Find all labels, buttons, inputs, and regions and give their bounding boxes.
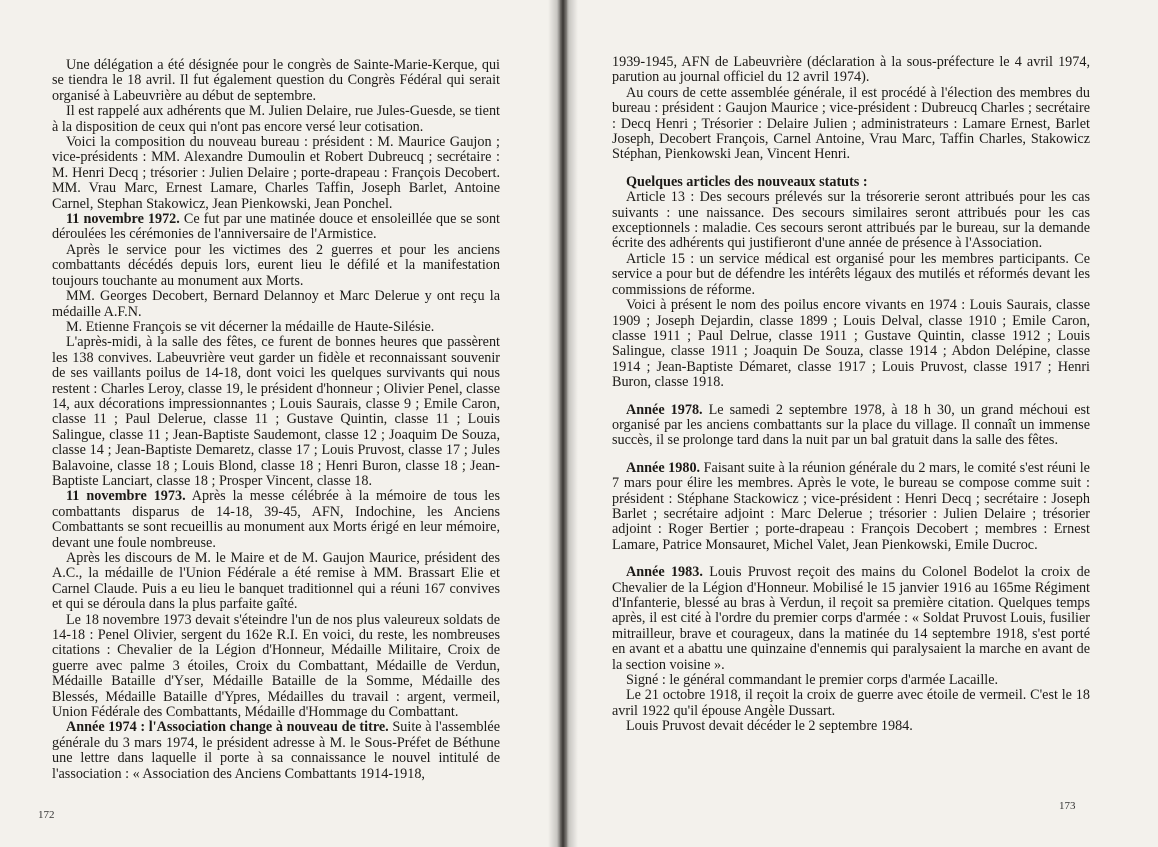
paragraph: 1939-1945, AFN de Labeuvrière (déclaration à la sous-préfecture le 4 avril 1974, parution au journal officiel du 12 avril 1974). [612, 54, 1090, 86]
paragraph-text: Ce fut par une matinée douce et ensoleillée que se sont déroulées les cérémonies de l'anniversaire de l'Armistice. [52, 211, 500, 243]
section-heading: Année 1980. [626, 459, 701, 476]
paragraph: Après les discours de M. le Maire et de M. Gaujon Maurice, président des A.C., la médaille de l'Union Fédérale a été remise à MM. Brassart Elie et Carnel Claude. Puis a eu lieu le banquet traditionnel qui a réuni 167 convives et qui se déroula dans la plus parfaite gaîté. [52, 550, 500, 613]
book-gutter [548, 0, 578, 847]
section-heading: Quelques articles des nouveaux statuts : [626, 173, 868, 190]
paragraph-text: Suite à l'assemblée générale du 3 mars 1974, le président adresse à M. le Sous-Préfet de Béthune une lettre dans laquelle il porte à sa connaissance le nouvel intitulé de l'association : « Association des Anciens Combattants 1914-1918, [52, 719, 500, 782]
paragraph [52, 212, 500, 243]
paragraph [52, 489, 500, 551]
paragraph-text: Faisant suite à la réunion générale du 2 mars, le comité s'est réuni le 7 mars pour élire les membres. Après le vote, le bureau se compose comme suit : président : Stéphane Stackowicz ; vice-président : Henri Decq ; secrétaire : Joseph Barlet ; secrétaire adjoint : Marc Delerue ; trésorier : Julien Delaire ; trésorier adjoint : Roger Bertier ; porte-drapeau : François Decobert ; membres : Ernest Lamare, Patrice Monsauret, Michel Valet, Jean Pienkowski, Emile Ducroc. [612, 459, 1090, 553]
page-number: 173 [1059, 800, 1076, 812]
paragraph: Voici la composition du nouveau bureau : président : M. Maurice Gaujon ; vice-présidents : MM. Alexandre Dumoulin et Robert Dubreucq ; secrétaire : M. Henri Decq ; trésorier : Julien Delaire ; porte-drapeau : François Decobert. MM. Vrau Marc, Ernest Lamare, Charles Taffin, Joseph Barlet, Antoine Carnel, Stephan Stakowicz, Jean Pienkowski, Jean Ponchel. [52, 134, 500, 212]
left-page [0, 0, 560, 847]
paragraph: Article 15 : un service médical est organisé pour les membres participants. Ce service a pour but de défendre les intérêts légaux des mutilés et réformés devant les commissions de réforme. [612, 250, 1090, 298]
section-heading: 11 novembre 1972. [66, 211, 180, 228]
paragraph: MM. Georges Decobert, Bernard Delannoy et Marc Delerue y ont reçu la médaille A.F.N. [52, 288, 500, 320]
left-text-column [52, 58, 500, 782]
section-heading: Année 1974 : l'Association change à nouveau de titre. [66, 719, 389, 736]
paragraph: Il est rappelé aux adhérents que M. Julien Delaire, rue Jules-Guesde, se tient à la disposition de ceux qui n'ont pas encore versé leur cotisation. [52, 103, 500, 135]
section-heading: Année 1983. [626, 564, 703, 581]
paragraph: Article 13 : Des secours prélevés sur la trésorerie seront attribués pour les cas suivants : une naissance. Des secours similaires seront attribués pour les cas exceptionnels : maladie. Ces secours seront attribués par le bureau, sur la demande écrite des adhérents qui justifieront d'une année de présence à l'Association. [612, 189, 1090, 252]
section-heading: Année 1978. [626, 401, 703, 418]
paragraph-text: Après la messe célébrée à la mémoire de tous les combattants disparus de 14-18, 39-45, AFN, Indochine, les Anciens Combattants se sont recueillis au monument aux Morts érigé en leur mémoire, devant une foule nombreuse. [52, 488, 500, 551]
paragraph: M. Etienne François se vit décerner la médaille de Haute-Silésie. [66, 318, 435, 335]
paragraph [612, 461, 1090, 553]
paragraph-text: Le samedi 2 septembre 1978, à 18 h 30, un grand méchoui est organisé par les anciens combattants sur la place du village. Il connaît un immense succès, il se prolonge tard dans la nuit par un bal gratuit dans la salle des fêtes. [612, 401, 1090, 449]
paragraph: Le 21 octobre 1918, il reçoit la croix de guerre avec étoile de vermeil. C'est le 18 avril 1922 qu'il épouse Angèle Dussart. [612, 687, 1090, 719]
paragraph: Une délégation a été désignée pour le congrès de Sainte-Marie-Kerque, qui se tiendra le 18 avril. Il fut également question du Congrès Fédéral qui serait organisé à Labeuvrière au début de septembre. [52, 57, 500, 104]
paragraph [52, 720, 500, 782]
paragraph: Signé : le général commandant le premier corps d'armée Lacaille. [626, 672, 999, 689]
paragraph: Après le service pour les victimes des 2 guerres et pour les anciens combattants décédés depuis lors, eurent lieu le défilé et la manifestation toujours touchante au monument aux Morts. [52, 241, 500, 289]
right-page [567, 0, 1158, 847]
paragraph [612, 403, 1090, 449]
paragraph: Louis Pruvost devait décéder le 2 septembre 1984. [626, 718, 913, 735]
page-number: 172 [38, 809, 55, 821]
right-text-column [612, 55, 1090, 735]
paragraph: L'après-midi, à la salle des fêtes, ce furent de bonnes heures que passèrent les 138 convives. Labeuvrière veut garder un fidèle et reconnaissant souvenir de ses vaillants poilus de 14-18, dont voici les quelques survivants qui nous restent : Charles Leroy, classe 19, le président d'honneur ; Olivier Penel, classe 14, aux décorations impressionnantes ; Louis Saurais, classe 9 ; Emile Caron, classe 11 ; Paul Delerue, classe 11 ; Gustave Quintin, classe 11 ; Louis Salingue, classe 11 ; Jean-Baptiste Saudemont, classe 12 ; Joaquim De Souza, classe 14 ; Jean-Baptiste Demaretz, classe 17 ; Louis Pruvost, classe 17 ; Jules Balavoine, classe 18 ; Louis Blond, classe 18 ; Henri Buron, classe 18 ; Jean-Baptiste Lanciart, classe 18 ; Prosper Vincent, classe 18. [52, 334, 500, 489]
paragraph: Au cours de cette assemblée générale, il est procédé à l'élection des membres du bureau : président : Gaujon Maurice ; vice-président : Dubreucq Charles ; secrétaire : Decq Henri ; Trésorier : Delaire Julien ; administrateurs : Lamare Ernest, Barlet Joseph, Decobert François, Carnel Antoine, Vrau Marc, Taffin Charles, Stakowicz Stéphan, Pienkowski Jean, Vincent Henri. [612, 84, 1090, 163]
section-heading: 11 novembre 1973. [66, 488, 186, 505]
paragraph: Le 18 novembre 1973 devait s'éteindre l'un de nos plus valeureux soldats de 14-18 : Penel Olivier, sergent du 162e R.I. En voici, du reste, les nombreuses citations : Chevalier de la Légion d'Honneur, Médaille Militaire, Croix de guerre avec palme 3 étoiles, Croix du Combattant, Médaille de Verdun, Médaille Bataille d'Yser, Médaille Bataille de la Somme, Médaille des Blessés, Médaille Bataille d'Ypres, Médailles du travail : argent, vermeil, Union Fédérale des Combattants, Médaille d'Hommage du Combattant. [52, 611, 500, 721]
paragraph: Voici à présent le nom des poilus encore vivants en 1974 : Louis Saurais, classe 1909 ; Joseph Dejardin, classe 1899 ; Louis Delval, classe 1910 ; Emile Caron, classe 1911 ; Paul Delrue, classe 1911 ; Gustave Quintin, classe 1912 ; Louis Salingue, classe 1911 ; Joaquin De Souza, classe 1914 ; Abdon Delépine, classe 1914 ; Jean-Baptiste Démaret, classe 1917 ; Louis Pruvost, classe 1917 ; Henri Buron, classe 1918. [612, 297, 1090, 391]
paragraph-text: Louis Pruvost reçoit des mains du Colonel Bodelot la croix de Chevalier de la Légion d'Honneur. Mobilisé le 15 janvier 1916 au 165me Régiment d'Infanterie, blessé au bras à Verdun, il reçoit sa première citation. Quelques temps après, il est cité à l'ordre du premier corps d'armée : « Soldat Pruvost Louis, fusilier mitrailleur, brave et courageux, dans la matinée du 14 septembre 1918, s'est porté en avant et a abattu une quinzaine d'ennemis qui paralysaient la marche en avant de la section voisine ». [612, 564, 1091, 673]
paragraph [612, 565, 1090, 673]
